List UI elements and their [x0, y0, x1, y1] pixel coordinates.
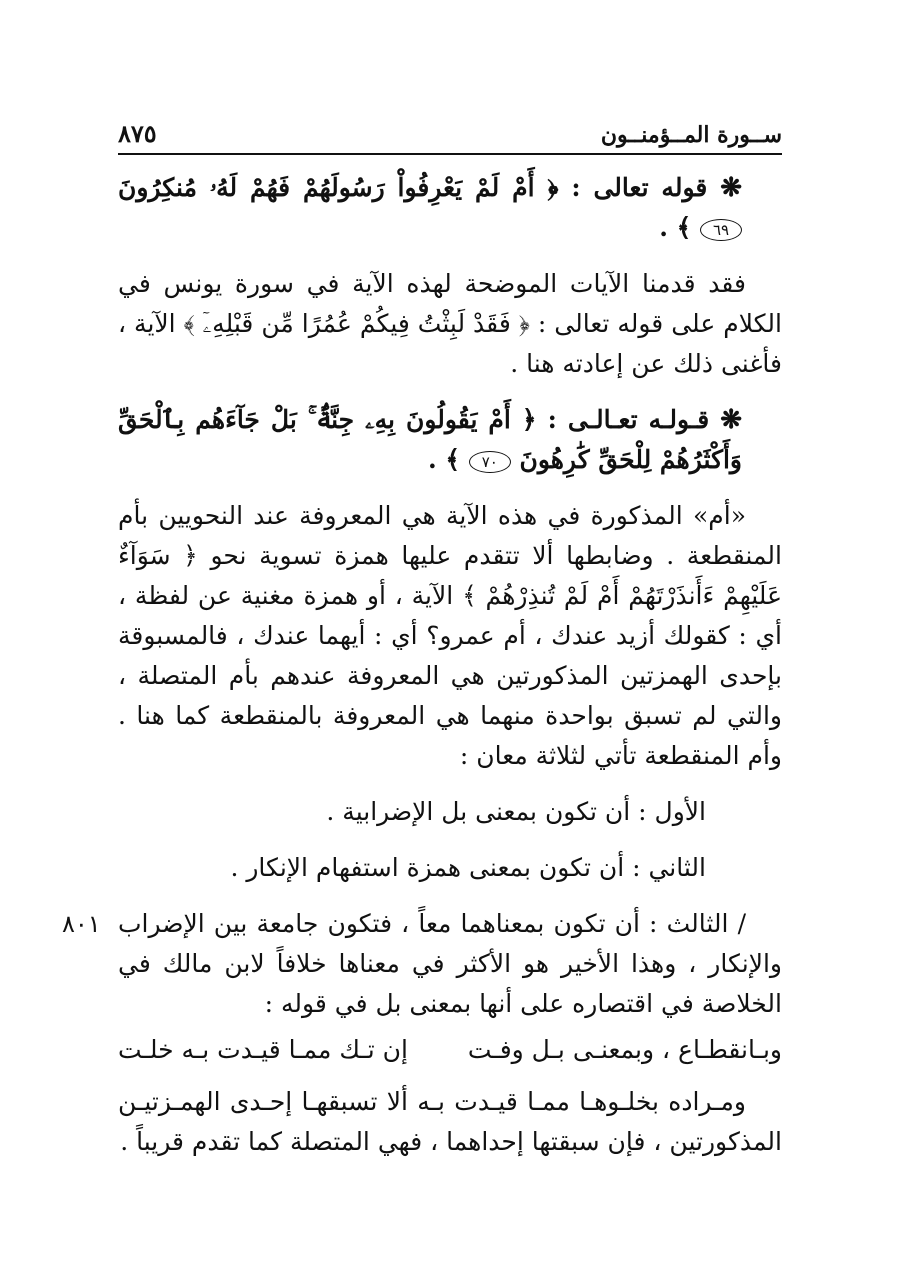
- surah-name: ســورة المــؤمنــون: [600, 122, 782, 148]
- spacer: [118, 480, 782, 496]
- spacer: [118, 888, 782, 904]
- spacer: [118, 384, 782, 400]
- page-header: [118, 108, 782, 148]
- section-heading-70: [118, 400, 782, 480]
- quran-verse: ﴿ أَمْ يَقُولُونَ بِهِۦ جِنَّةٌۢ ۚ بَلْ جَآءَهُم بِٱلْحَقِّ وَأَكْثَرُهُمْ لِلْحَقِّ كَٰرِهُونَ: [118, 405, 742, 474]
- heading-lead: قوله تعالى :: [571, 173, 708, 202]
- commentary-paragraph: فقد قدمنا الآيات الموضحة لهذه الآية في سورة يونس في الكلام على قوله تعالى : ﴿ فَقَدْ لَبِثْتُ فِيكُمْ عُمُرًا مِّن قَبْلِهِۦٓ ﴾ الآية ، فأغنى ذلك عن إعادته هنا .: [118, 269, 782, 378]
- meaning-item-third: / الثالث : أن تكون بمعناهما معاً ، فتكون جامعة بين الإضراب والإنكار ، وهذا الأخير هو الأكثر في معناها خلافاً لابن مالك في الخلاصة في اقتصاره على أنها بمعنى بل في قوله :: [118, 909, 782, 1018]
- section-heading-69: [118, 168, 782, 248]
- page-number: ٨٧٥: [118, 119, 157, 148]
- quran-verse: ﴿ أَمْ لَمْ يَعْرِفُواْ رَسُولَهُمْ فَهُمْ لَهُۥ مُنكِرُونَ: [118, 173, 559, 202]
- meaning-item-second: الثاني : أن تكون بمعنى همزة استفهام الإنكار .: [230, 853, 706, 882]
- poetry-verse: [118, 1030, 782, 1070]
- spacer: [118, 832, 782, 848]
- spacer: [118, 776, 782, 792]
- quran-close: ﴾ .: [659, 213, 692, 242]
- star-icon: ❋: [720, 173, 742, 203]
- quran-close: ﴾ .: [427, 445, 461, 474]
- star-icon: ❋: [720, 405, 742, 435]
- heading-lead: قـولـه تعـالـى :: [547, 405, 710, 434]
- spacer: [118, 248, 782, 264]
- meaning-item-third-block: [62, 904, 782, 1024]
- verse-second-hemistich: إن تـك ممـا قيـدت بـه خلـت: [118, 1035, 408, 1064]
- commentary-paragraph: ومـراده بخلـوهـا ممـا قيـدت بـه ألا تسبقهـا إحـدى الهمـزتيـن المذكورتين ، فإن سبقتها إحداهما ، فهي المتصلة كما تقدم قريباً .: [118, 1087, 782, 1156]
- ayah-number-marker: ٧٠: [469, 451, 511, 473]
- margin-page-number: ٨٠١: [62, 910, 101, 938]
- header-rule: [118, 153, 782, 155]
- page-body: [62, 168, 782, 1162]
- commentary-paragraph: «أم» المذكورة في هذه الآية هي المعروفة عند النحويين بأم المنقطعة . وضابطها ألا تتقدم عليها همزة تسوية نحو ﴿ سَوَآءٌ عَلَيْهِمْ ءَأَنذَرْتَهُمْ أَمْ لَمْ تُنذِرْهُمْ ﴾ الآية ، أو همزة مغنية عن لفظة ، أي : كقولك أزيد عندك ، أم عمرو؟ أي : أيهما عندك ، فالمسبوقة بإحدى الهمزتين المذكورتين هي المعروفة عندهم بأم المتصلة ، والتي لم تسبق بواحدة منهما هي المعروفة بالمنقطعة كما هنا . وأم المنقطعة تأتي لثلاثة معان :: [118, 501, 782, 770]
- ayah-number-marker: ٦٩: [700, 219, 742, 241]
- verse-first-hemistich: وبـانقطـاع ، وبمعنـى بـل وفـت: [467, 1035, 782, 1064]
- meaning-item-first: الأول : أن تكون بمعنى بل الإضرابية .: [326, 797, 706, 826]
